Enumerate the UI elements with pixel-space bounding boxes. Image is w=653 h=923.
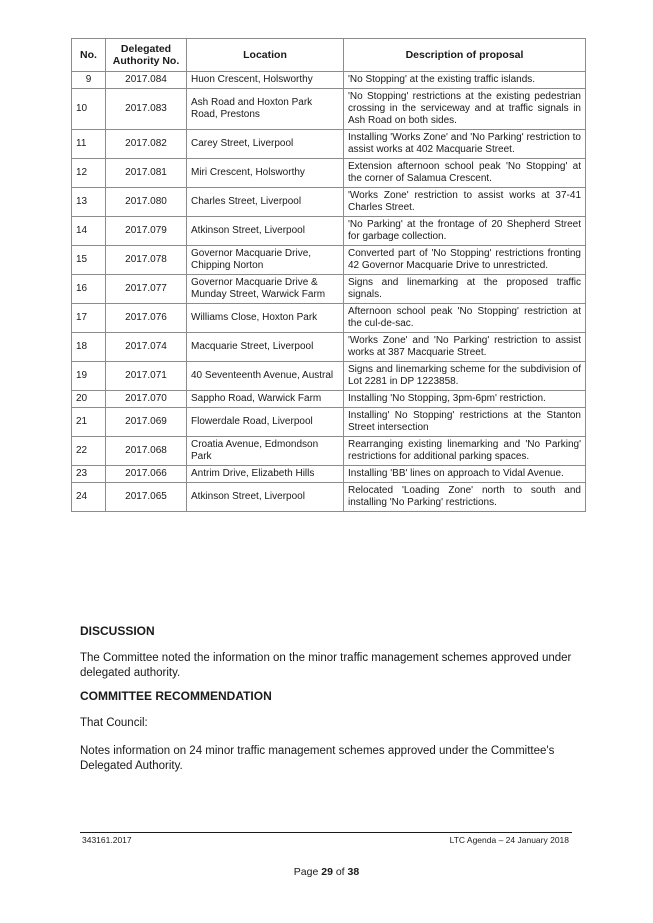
page-number: [0, 866, 653, 878]
table-row: [72, 275, 586, 304]
row-no: 10: [72, 89, 106, 130]
table-row: [72, 466, 586, 483]
table-row: [72, 408, 586, 437]
table-row: [72, 437, 586, 466]
row-description: 'Works Zone' and 'No Parking' restriction to assist works at 387 Macquarie Street.: [344, 333, 586, 362]
row-no: 9: [72, 72, 106, 89]
row-authority: 2017.068: [106, 437, 187, 466]
row-authority: 2017.081: [106, 159, 187, 188]
row-no: 24: [72, 483, 106, 512]
row-no: 19: [72, 362, 106, 391]
row-location: Macquarie Street, Liverpool: [187, 333, 344, 362]
row-no: 16: [72, 275, 106, 304]
row-description: Installing 'No Stopping, 3pm-6pm' restriction.: [344, 391, 586, 408]
row-no: 15: [72, 246, 106, 275]
row-authority: 2017.077: [106, 275, 187, 304]
row-authority: 2017.084: [106, 72, 187, 89]
row-description: Extension afternoon school peak 'No Stopping' at the corner of Salamua Crescent.: [344, 159, 586, 188]
row-description: Relocated 'Loading Zone' north to south and installing 'No Parking' restrictions.: [344, 483, 586, 512]
row-description: 'No Parking' at the frontage of 20 Shepherd Street for garbage collection.: [344, 217, 586, 246]
row-no: 18: [72, 333, 106, 362]
discussion-heading: DISCUSSION: [80, 624, 155, 638]
row-location: Ash Road and Hoxton Park Road, Prestons: [187, 89, 344, 130]
row-location: Governor Macquarie Drive & Munday Street, Warwick Farm: [187, 275, 344, 304]
row-no: 13: [72, 188, 106, 217]
table-row: [72, 188, 586, 217]
row-authority: 2017.066: [106, 466, 187, 483]
table-row: [72, 246, 586, 275]
row-description: 'No Stopping' restrictions at the existing pedestrian crossing in the serviceway and at traffic signals in Ash Road on both sides.: [344, 89, 586, 130]
row-location: Governor Macquarie Drive, Chipping Norton: [187, 246, 344, 275]
row-description: Installing 'Works Zone' and 'No Parking' restriction to assist works at 402 Macquarie Street.: [344, 130, 586, 159]
table-row: [72, 333, 586, 362]
row-authority: 2017.079: [106, 217, 187, 246]
row-authority: 2017.074: [106, 333, 187, 362]
row-description: Signs and linemarking scheme for the subdivision of Lot 2281 in DP 1223858.: [344, 362, 586, 391]
page-total: 38: [347, 866, 360, 878]
row-authority: 2017.076: [106, 304, 187, 333]
page-current: 29: [321, 866, 333, 878]
row-authority: 2017.080: [106, 188, 187, 217]
table-row: [72, 130, 586, 159]
row-description: 'No Stopping' at the existing traffic islands.: [344, 72, 586, 89]
row-authority: 2017.071: [106, 362, 187, 391]
row-authority: 2017.065: [106, 483, 187, 512]
row-authority: 2017.070: [106, 391, 187, 408]
row-no: 14: [72, 217, 106, 246]
row-location: Williams Close, Hoxton Park: [187, 304, 344, 333]
row-description: Afternoon school peak 'No Stopping' restriction at the cul-de-sac.: [344, 304, 586, 333]
row-location: Miri Crescent, Holsworthy: [187, 159, 344, 188]
table-row: [72, 391, 586, 408]
row-no: 21: [72, 408, 106, 437]
table-row: [72, 217, 586, 246]
page-prefix: Page: [293, 866, 319, 878]
row-description: 'Works Zone' restriction to assist works at 37-41 Charles Street.: [344, 188, 586, 217]
delegated-authority-table: [71, 38, 586, 512]
row-no: 22: [72, 437, 106, 466]
page-of: of: [335, 866, 345, 878]
row-no: 11: [72, 130, 106, 159]
row-authority: 2017.083: [106, 89, 187, 130]
row-no: 17: [72, 304, 106, 333]
row-location: Huon Crescent, Holsworthy: [187, 72, 344, 89]
discussion-text: The Committee noted the information on the minor traffic management schemes approved under delegated authority.: [80, 652, 572, 679]
row-no: 12: [72, 159, 106, 188]
header-location: Location: [187, 39, 344, 72]
footer-divider: [80, 832, 572, 833]
footer-doc-id: 343161.2017: [82, 835, 132, 845]
recommendation-heading: COMMITTEE RECOMMENDATION: [80, 689, 272, 703]
row-authority: 2017.082: [106, 130, 187, 159]
row-description: Installing 'BB' lines on approach to Vidal Avenue.: [344, 466, 586, 483]
table-row: [72, 72, 586, 89]
row-location: 40 Seventeenth Avenue, Austral: [187, 362, 344, 391]
recommendation-text: Notes information on 24 minor traffic management schemes approved under the Committee's Delegated Authority.: [80, 745, 555, 772]
table-row: [72, 362, 586, 391]
row-location: Flowerdale Road, Liverpool: [187, 408, 344, 437]
row-location: Carey Street, Liverpool: [187, 130, 344, 159]
row-location: Atkinson Street, Liverpool: [187, 217, 344, 246]
row-authority: 2017.069: [106, 408, 187, 437]
row-location: Antrim Drive, Elizabeth Hills: [187, 466, 344, 483]
row-authority: 2017.078: [106, 246, 187, 275]
row-no: 23: [72, 466, 106, 483]
row-no: 20: [72, 391, 106, 408]
table-header-row: [72, 39, 586, 72]
row-location: Croatia Avenue, Edmondson Park: [187, 437, 344, 466]
row-description: Signs and linemarking at the proposed traffic signals.: [344, 275, 586, 304]
header-authority: Delegated Authority No.: [106, 39, 187, 72]
header-no: No.: [72, 39, 106, 72]
footer-agenda: LTC Agenda – 24 January 2018: [449, 835, 569, 845]
row-description: Converted part of 'No Stopping' restrictions fronting 42 Governor Macquarie Drive to unrestricted.: [344, 246, 586, 275]
table-row: [72, 304, 586, 333]
row-location: Sappho Road, Warwick Farm: [187, 391, 344, 408]
row-description: Installing' No Stopping' restrictions at the Stanton Street intersection: [344, 408, 586, 437]
recommendation-intro: That Council:: [80, 717, 148, 729]
row-location: Charles Street, Liverpool: [187, 188, 344, 217]
header-description: Description of proposal: [344, 39, 586, 72]
row-location: Atkinson Street, Liverpool: [187, 483, 344, 512]
table-row: [72, 483, 586, 512]
row-description: Rearranging existing linemarking and 'No Parking' restrictions for additional parking spaces.: [344, 437, 586, 466]
table-row: [72, 159, 586, 188]
table-row: [72, 89, 586, 130]
